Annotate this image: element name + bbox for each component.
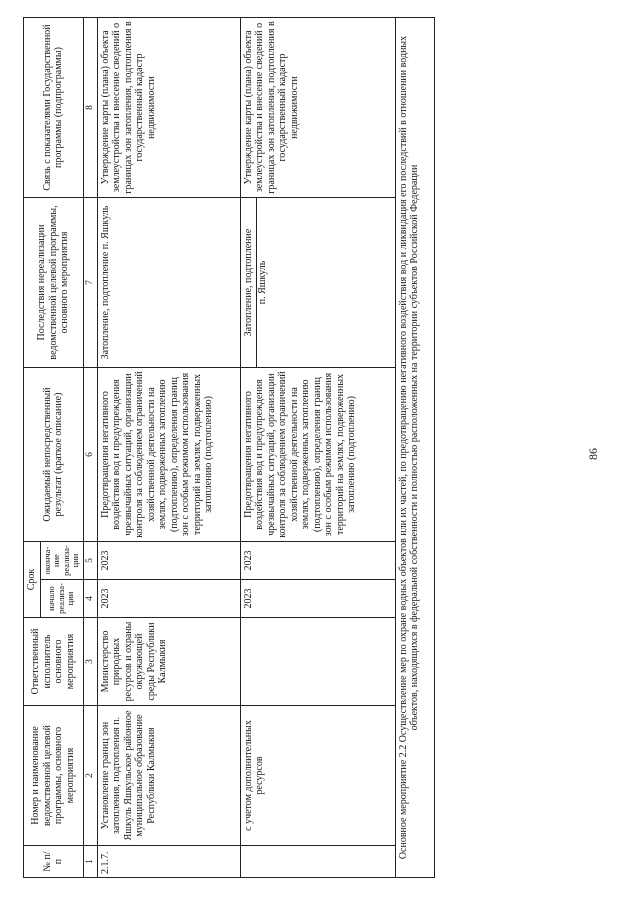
footer-row [395,18,434,878]
column-number: 8 [83,18,97,198]
indicator-link: Утверждение карты (плана) объекта землеустройства и внесение сведений о границах зон затопления, подтопления в государственный кадастр недвижимости [97,18,240,198]
column-number: 6 [83,368,97,542]
header-executor: Ответственный исполнитель основного мероприятия [24,618,84,706]
rotated-page [23,18,525,878]
table-row [240,18,395,878]
term-end: 2023 [240,542,395,580]
column-number: 7 [83,198,97,368]
header-term-end: оконча-ние реализа-ции [40,542,83,580]
row-number [240,846,395,878]
header-row [24,18,41,878]
column-number: 1 [83,846,97,878]
header-term: Срок [24,542,41,618]
row-number: 2.1.7. [97,846,240,878]
expected-result: Предотвращения негативного воздействия вод и предупреждения чрезвычайных ситуаций, организации контроля за соблюдением ограничений хозяйственной деятельности на землях, подверженных затоплению (подтоплению), определения границ зон с особым режимом использования территорий на землях, подверженных затоплению (подтоплению) [240,368,395,542]
consequence-top: Затопление, подтопление [243,198,258,367]
measure-executor: Министерство природных ресурсов и охраны окружающей среды Республики Калмыкия [97,618,240,706]
header-indicators-link: Связь с показателями Государственной программы (подпрограммы) [24,18,84,198]
measure-name: с учетом дополнительных ресурсов [240,706,395,846]
column-numbers-row [83,18,97,878]
program-table [23,17,435,878]
page-number: 86 [586,448,600,460]
indicator-link: Утверждение карты (плана) объекта землеустройства и внесение сведений о границах зон затопления, подтопления в государственный кадастр недвижимости [240,18,395,198]
column-number: 2 [83,706,97,846]
column-number: 3 [83,618,97,706]
column-number: 4 [83,580,97,618]
header-term-start: начало реализа-ции [40,580,83,618]
column-number: 5 [83,542,97,580]
consequence-bottom: п. Яшкуль [257,260,268,305]
measure-name: Установление границ зон затопления, подтопления п. Яшкуль Яшкульское районное муниципальное образование Республики Калмыкия [97,706,240,846]
nonimplementation-consequence [240,198,395,368]
term-start: 2023 [240,580,395,618]
measure-executor [240,618,395,706]
header-number: № п/п [24,846,84,878]
header-consequences: Последствия нереализации ведомственной целевой программы, основного мероприятия [24,198,84,368]
main-measure-footer: Основное мероприятие 2.2 Осуществление мер по охране водных объектов или их частей, по предотвращению негативного воздействия вод и ликвидация его последствий в отношении водных объектов, находящихся в федеральной собственности и полностью расположенных на территории субъектов Российской Федерации [395,18,434,878]
term-end: 2023 [97,542,240,580]
nonimplementation-consequence: Затопление, подтопление п. Яшкуль [97,198,240,368]
term-start: 2023 [97,580,240,618]
table-row [97,18,240,878]
header-program-name: Номер и наименование ведомственной целевой программы, основного мероприятия [24,706,84,846]
expected-result: Предотвращения негативного воздействия вод и предупреждения чрезвычайных ситуаций, организации контроля за соблюдением ограничений хозяйственной деятельности на землях, подверженных затоплению (подтоплению), определения границ зон с особым режимом использования территорий на землях, подверженных затоплению (подтоплению) [97,368,240,542]
header-result: Ожидаемый непосредственный результат (краткое описание) [24,368,84,542]
